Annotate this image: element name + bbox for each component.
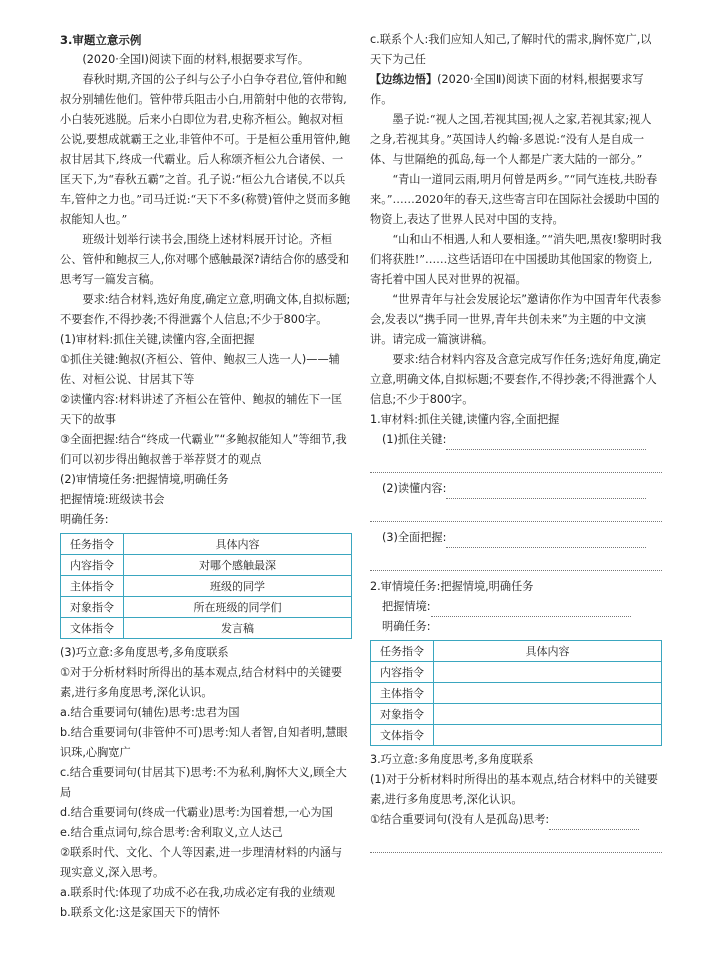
s3-a3: c.结合重要词句(甘居其下)思考:不为私利,胸怀大义,顾全大局 (60, 766, 347, 799)
q2-task-label: 明确任务: (382, 620, 431, 633)
practice-tag: 【边练边悟】 (370, 73, 438, 86)
practice-task-table (370, 640, 662, 746)
passage: 春秋时期,齐国的公子纠与公子小白争夺君位,管仲和鲍叔分别辅佐他们。管仲带兵阻击小白,用箭射中他的衣带钩,小白装死逃脱。后来小白即位为君,史称齐桓公。鲍叔对桓公说,要想成就霸王之业,非管仲不可。于是桓公重用管仲,鲍叔甘居其下,终成一代霸业。后人称颂齐桓公九合诸侯、一匡天下,为“春秋五霸”之首。孔子说:“桓公九合诸侯,不以兵车,管仲之力也。”司马迁说:“天下不多(称赞)管仲之贤而多鲍叔能知人也。” (60, 73, 351, 226)
passage-p5: 要求:结合材料内容及含意完成写作任务;选好角度,确定立意,明确文体,自拟标题;不要套作,不得抄袭;不得泄露个人信息;不少于800字。 (370, 353, 661, 406)
s3-a5: e.结合重点词句,综合思考:舍利取义,立人达己 (60, 826, 283, 839)
practice-intro-line (370, 70, 662, 110)
q2-scene-label: 把握情境: (382, 600, 431, 613)
table-cell: 内容指令 (61, 555, 124, 576)
table-cell: 对哪个感触最深 (124, 555, 352, 576)
s3-b2: b.联系文化:这是家国天下的情怀 (60, 906, 220, 919)
task-table (60, 533, 352, 639)
s1-a: ①抓住关键:鲍叔(齐桓公、管仲、鲍叔三人选一人)——辅佐、对桓公说、甘居其下等 (60, 353, 340, 386)
table-row (61, 576, 352, 597)
table-row (371, 725, 662, 746)
q1-b-line (370, 479, 662, 499)
passage-p1: 墨子说:“视人之国,若视其国;视人之家,若视其家;视人之身,若视其身。”英国诗人约翰·多恩说:“没有人是自成一体、与世隔绝的孤岛,每一个人都是广袤大陆的一部分。” (370, 113, 652, 166)
table-cell: 主体指令 (371, 683, 434, 704)
table-answer-cell[interactable] (434, 704, 662, 725)
s3-title: (3)巧立意:多角度思考,多角度联系 (60, 646, 229, 659)
table-cell: 内容指令 (371, 662, 434, 683)
table-row (371, 683, 662, 704)
table-header-cell: 具体内容 (124, 534, 352, 555)
s1-title: (1)审材料:抓住关键,读懂内容,全面把握 (60, 333, 255, 346)
q3-a: (1)对于分析材料时所得出的基本观点,结合材料中的关键要素,进行多角度思考,深化认识。 (370, 773, 658, 806)
q2-scene-answer-field[interactable] (431, 602, 631, 617)
table-header-cell: 任务指令 (61, 534, 124, 555)
task: 班级计划举行读书会,围绕上述材料展开讨论。齐桓公、管仲和鲍叔三人,你对哪个感触最深?请结合你的感受和思考写一篇发言稿。 (60, 233, 350, 286)
q1-a-line (370, 430, 662, 450)
q1-c-label: (3)全面把握: (382, 531, 447, 544)
table-header (371, 641, 662, 662)
table-row (61, 597, 352, 618)
section-title: 3.审题立意示例 (60, 33, 142, 47)
q1-c-answer-line[interactable] (370, 548, 662, 571)
q3-title: 3.巧立意:多角度思考,多角度联系 (370, 753, 534, 766)
table-header (61, 534, 352, 555)
table-row (371, 704, 662, 725)
table-row (61, 618, 352, 639)
q1-a-label: (1)抓住关键: (382, 433, 447, 446)
q3-b-label: ①结合重要词句(没有人是孤岛)思考: (370, 813, 550, 826)
practice-intro: (2020·全国Ⅱ)阅读下面的材料,根据要求写作。 (370, 73, 644, 106)
s1-c: ③全面把握:结合“终成一代霸业”“多鲍叔能知人”等细节,我们可以初步得出鲍叔善于举荐贤才的观点 (60, 433, 347, 466)
s2-title: (2)审情境任务:把握情境,明确任务 (60, 473, 229, 486)
q1-a-answer-line[interactable] (370, 450, 662, 473)
s3-a1: a.结合重要词句(辅佐)思考:忠君为国 (60, 706, 240, 719)
s1-b: ②读懂内容:材料讲述了齐桓公在管仲、鲍叔的辅佐下一匡天下的故事 (60, 393, 343, 426)
table-cell: 文体指令 (61, 618, 124, 639)
table-row (61, 555, 352, 576)
passage-p4: “世界青年与社会发展论坛”邀请你作为中国青年代表参会,发表以“携手同一世界,青年共创未来”为主题的中文演讲。请完成一篇演讲稿。 (370, 293, 662, 346)
q3-b-answer-line[interactable] (370, 830, 662, 853)
table-answer-cell[interactable] (434, 725, 662, 746)
q2-scene-line (370, 597, 662, 617)
table-header-cell: 具体内容 (434, 641, 662, 662)
table-cell: 发言稿 (124, 618, 352, 639)
q3-b-line (370, 810, 662, 830)
q3-b-answer-field[interactable] (549, 815, 639, 830)
table-row (371, 662, 662, 683)
s3-a2: b.结合重要词句(非管仲不可)思考:知人者智,自知者明,慧眼识珠,心胸宽广 (60, 726, 348, 759)
q1-c-answer-field[interactable] (446, 533, 646, 548)
s2-scene: 把握情境:班级读书会 (60, 493, 165, 506)
s3-b1: a.联系时代:体现了功成不必在我,功成必定有我的业绩观 (60, 886, 336, 899)
passage-p2: “青山一道同云雨,明月何曾是两乡。”“同气连枝,共盼春来。”……2020年的春天,这些寄言印在国际社会援助中国的物资上,表达了世界人民对中国的支持。 (370, 173, 660, 226)
s2-task: 明确任务: (60, 513, 109, 526)
q1-b-label: (2)读懂内容: (382, 482, 447, 495)
q1-b-answer-field[interactable] (446, 484, 646, 499)
table-cell: 文体指令 (371, 725, 434, 746)
table-cell: 所在班级的同学们 (124, 597, 352, 618)
table-cell: 对象指令 (61, 597, 124, 618)
passage-p3: “山和山不相遇,人和人要相逢。”“消失吧,黑夜!黎明时我们将获胜!”……这些话语印在中国援助其他国家的物资上,寄托着中国人民对世界的祝福。 (370, 233, 662, 286)
s3-b: ②联系时代、文化、个人等因素,进一步理清材料的内涵与现实意义,深入思考。 (60, 846, 343, 879)
s3-a: ①对于分析材料时所得出的基本观点,结合材料中的关键要素,进行多角度思考,深化认识。 (60, 666, 343, 699)
table-answer-cell[interactable] (434, 683, 662, 704)
table-cell: 主体指令 (61, 576, 124, 597)
c-item: c.联系个人:我们应知人知己,了解时代的需求,胸怀宽广,以天下为己任 (370, 33, 652, 66)
intro: (2020·全国Ⅰ)阅读下面的材料,根据要求写作。 (82, 53, 310, 66)
q1-b-answer-line[interactable] (370, 499, 662, 522)
table-answer-cell[interactable] (434, 662, 662, 683)
q1-title: 1.审材料:抓住关键,读懂内容,全面把握 (370, 413, 560, 426)
table-cell: 对象指令 (371, 704, 434, 725)
right-column (370, 30, 662, 853)
s3-a4: d.结合重要词句(终成一代霸业)思考:为国着想,一心为国 (60, 806, 333, 819)
left-column (60, 30, 352, 923)
q1-c-line (370, 528, 662, 548)
table-cell: 班级的同学 (124, 576, 352, 597)
requirement: 要求:结合材料,选好角度,确定立意,明确文体,自拟标题;不要套作,不得抄袭;不得泄露个人信息;不少于800字。 (60, 293, 351, 326)
table-header-cell: 任务指令 (371, 641, 434, 662)
q1-a-answer-field[interactable] (446, 435, 646, 450)
q2-title: 2.审情境任务:把握情境,明确任务 (370, 580, 534, 593)
